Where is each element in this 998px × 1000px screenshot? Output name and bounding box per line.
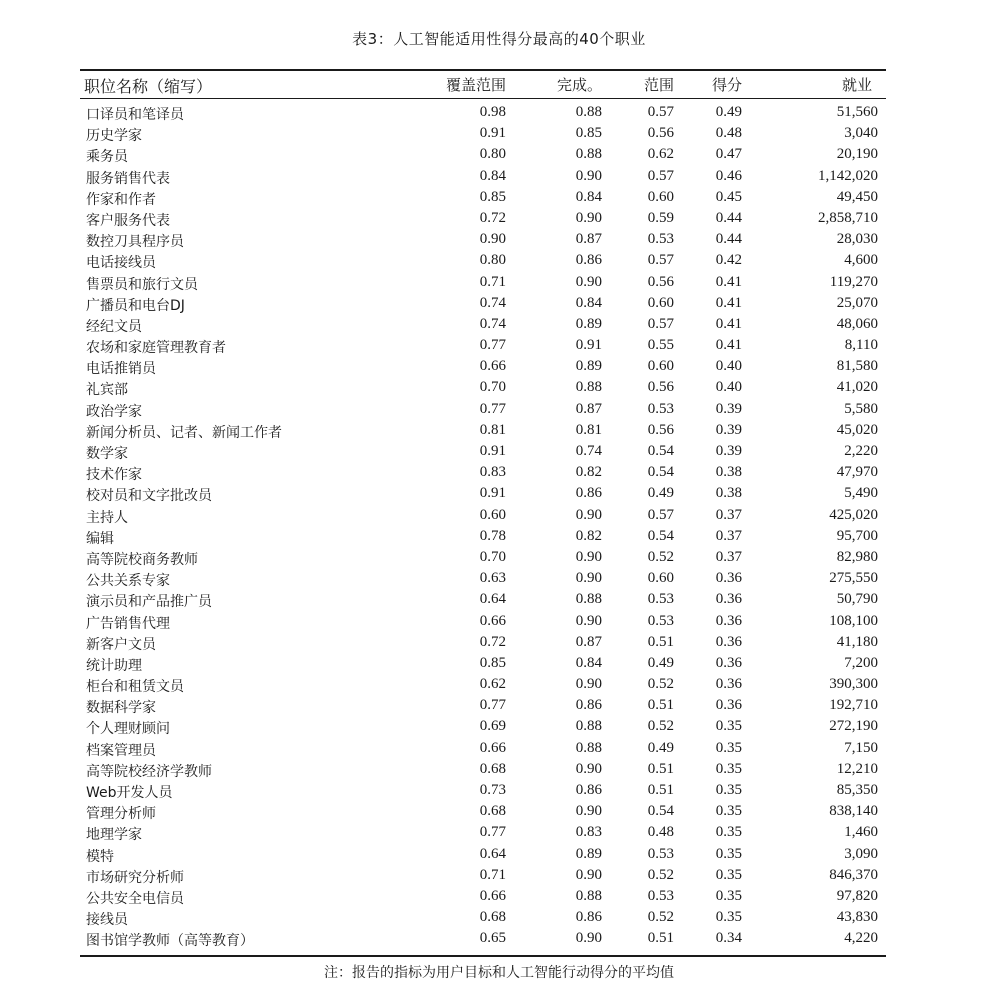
cell-coverage: 0.74 bbox=[479, 294, 506, 311]
cell-completion: 0.90 bbox=[575, 803, 602, 820]
header-occupation: 职位名称（缩写） bbox=[84, 77, 213, 96]
cell-coverage: 0.77 bbox=[479, 400, 506, 417]
cell-coverage: 0.71 bbox=[479, 866, 506, 883]
cell-score: 0.35 bbox=[715, 845, 742, 862]
cell-score: 0.36 bbox=[715, 570, 742, 587]
cell-completion: 0.74 bbox=[575, 443, 602, 459]
cell-score: 0.47 bbox=[715, 146, 742, 163]
cell-range: 0.62 bbox=[647, 146, 674, 163]
cell-score: 0.35 bbox=[715, 866, 742, 883]
cell-occupation: 编辑 bbox=[86, 530, 114, 547]
table-row bbox=[80, 293, 886, 314]
cell-completion: 0.82 bbox=[575, 464, 602, 481]
cell-completion: 0.81 bbox=[575, 421, 602, 438]
cell-employment: 2,858,710 bbox=[818, 209, 878, 226]
cell-employment: 390,300 bbox=[829, 676, 878, 693]
cell-employment: 82,980 bbox=[836, 548, 878, 565]
table-row bbox=[80, 674, 886, 695]
cell-employment: 4,220 bbox=[844, 930, 878, 947]
cell-range: 0.54 bbox=[647, 803, 674, 820]
table-row bbox=[80, 272, 886, 293]
cell-coverage: 0.69 bbox=[479, 718, 506, 735]
cell-score: 0.48 bbox=[715, 125, 742, 142]
cell-occupation: 接线员 bbox=[86, 912, 128, 929]
cell-score: 0.37 bbox=[715, 506, 742, 523]
cell-occupation: 模特 bbox=[86, 848, 114, 865]
cell-employment: 25,070 bbox=[836, 294, 878, 311]
cell-coverage: 0.65 bbox=[479, 930, 506, 947]
table-row bbox=[80, 759, 886, 780]
cell-occupation: 数据科学家 bbox=[86, 700, 156, 717]
cell-coverage: 0.62 bbox=[479, 676, 506, 693]
cell-employment: 28,030 bbox=[836, 231, 878, 248]
cell-completion: 0.86 bbox=[575, 252, 602, 269]
cell-coverage: 0.68 bbox=[479, 909, 506, 926]
cell-range: 0.57 bbox=[647, 104, 674, 120]
cell-score: 0.44 bbox=[715, 209, 742, 226]
cell-range: 0.59 bbox=[647, 209, 674, 226]
cell-range: 0.49 bbox=[647, 654, 674, 671]
cell-employment: 1,142,020 bbox=[818, 167, 878, 184]
table-row bbox=[80, 822, 886, 843]
cell-coverage: 0.81 bbox=[479, 421, 506, 438]
cell-completion: 0.90 bbox=[575, 167, 602, 184]
cell-completion: 0.87 bbox=[575, 231, 602, 248]
cell-score: 0.36 bbox=[715, 633, 742, 650]
cell-coverage: 0.83 bbox=[479, 464, 506, 481]
cell-completion: 0.90 bbox=[575, 930, 602, 947]
cell-occupation: 管理分析师 bbox=[86, 806, 156, 823]
cell-completion: 0.91 bbox=[575, 337, 602, 354]
cell-completion: 0.86 bbox=[575, 697, 602, 714]
cell-score: 0.37 bbox=[715, 527, 742, 544]
cell-range: 0.53 bbox=[647, 845, 674, 862]
cell-score: 0.35 bbox=[715, 782, 742, 798]
cell-score: 0.35 bbox=[715, 909, 742, 926]
cell-range: 0.54 bbox=[647, 527, 674, 544]
cell-score: 0.39 bbox=[715, 421, 742, 438]
table-row bbox=[80, 483, 886, 504]
table-row bbox=[80, 356, 886, 377]
cell-completion: 0.90 bbox=[575, 760, 602, 777]
cell-range: 0.49 bbox=[647, 739, 674, 756]
cell-range: 0.54 bbox=[647, 443, 674, 459]
cell-occupation: 经纪文员 bbox=[86, 318, 142, 335]
cell-employment: 43,830 bbox=[836, 909, 878, 926]
cell-score: 0.40 bbox=[715, 358, 742, 375]
cell-employment: 119,270 bbox=[829, 273, 878, 290]
cell-range: 0.52 bbox=[647, 718, 674, 735]
cell-occupation: 数学家 bbox=[86, 446, 128, 462]
cell-coverage: 0.73 bbox=[479, 782, 506, 798]
cell-employment: 81,580 bbox=[836, 358, 878, 375]
table-row bbox=[80, 208, 886, 229]
table-row bbox=[80, 632, 886, 653]
cell-coverage: 0.74 bbox=[479, 315, 506, 332]
cell-occupation: 数控刀具程序员 bbox=[86, 234, 184, 251]
cell-occupation: 新闻分析员、记者、新闻工作者 bbox=[86, 424, 282, 441]
table-row bbox=[80, 420, 886, 441]
cell-score: 0.36 bbox=[715, 697, 742, 714]
cell-employment: 5,580 bbox=[844, 400, 878, 417]
cell-occupation: 高等院校商务教师 bbox=[86, 551, 198, 568]
cell-range: 0.57 bbox=[647, 506, 674, 523]
cell-employment: 48,060 bbox=[836, 315, 878, 332]
table-row bbox=[80, 462, 886, 483]
table-row bbox=[80, 886, 886, 907]
cell-employment: 41,180 bbox=[836, 633, 878, 650]
cell-coverage: 0.66 bbox=[479, 739, 506, 756]
cell-occupation: 市场研究分析师 bbox=[86, 869, 184, 886]
cell-occupation: 公共安全电信员 bbox=[86, 890, 184, 907]
cell-employment: 7,200 bbox=[844, 654, 878, 671]
cell-employment: 2,220 bbox=[844, 443, 878, 459]
cell-score: 0.35 bbox=[715, 824, 742, 841]
cell-range: 0.53 bbox=[647, 231, 674, 248]
cell-occupation: 个人理财顾问 bbox=[86, 721, 170, 738]
cell-completion: 0.84 bbox=[575, 654, 602, 671]
cell-score: 0.36 bbox=[715, 612, 742, 629]
table-row bbox=[80, 505, 886, 526]
cell-completion: 0.90 bbox=[575, 612, 602, 629]
cell-score: 0.39 bbox=[715, 443, 742, 459]
cell-coverage: 0.91 bbox=[479, 485, 506, 502]
cell-range: 0.60 bbox=[647, 188, 674, 205]
cell-coverage: 0.80 bbox=[479, 146, 506, 163]
cell-coverage: 0.77 bbox=[479, 337, 506, 354]
cell-employment: 45,020 bbox=[836, 421, 878, 438]
cell-range: 0.60 bbox=[647, 570, 674, 587]
cell-completion: 0.89 bbox=[575, 358, 602, 375]
cell-range: 0.56 bbox=[647, 125, 674, 142]
cell-completion: 0.88 bbox=[575, 379, 602, 396]
table-row bbox=[80, 589, 886, 610]
cell-occupation: 服务销售代表 bbox=[86, 170, 170, 187]
table-row bbox=[80, 801, 886, 822]
table-row bbox=[80, 568, 886, 589]
cell-occupation: 公共关系专家 bbox=[86, 573, 170, 590]
cell-score: 0.38 bbox=[715, 464, 742, 481]
cell-coverage: 0.91 bbox=[479, 443, 506, 459]
cell-range: 0.51 bbox=[647, 782, 674, 798]
cell-occupation: 乘务员 bbox=[86, 149, 128, 166]
cell-range: 0.52 bbox=[647, 548, 674, 565]
cell-completion: 0.90 bbox=[575, 676, 602, 693]
table-row bbox=[80, 250, 886, 271]
cell-range: 0.53 bbox=[647, 887, 674, 904]
cell-coverage: 0.66 bbox=[479, 887, 506, 904]
table-row bbox=[80, 780, 886, 801]
table-row bbox=[80, 653, 886, 674]
table-title: 表3：人工智能适用性得分最高的40个职业 bbox=[352, 30, 646, 48]
table-row bbox=[80, 716, 886, 737]
table-row bbox=[80, 928, 886, 949]
cell-range: 0.60 bbox=[647, 358, 674, 375]
cell-range: 0.51 bbox=[647, 633, 674, 650]
cell-completion: 0.90 bbox=[575, 209, 602, 226]
cell-employment: 4,600 bbox=[844, 252, 878, 269]
cell-range: 0.52 bbox=[647, 866, 674, 883]
cell-occupation: 广告销售代理 bbox=[86, 615, 170, 632]
cell-completion: 0.87 bbox=[575, 400, 602, 417]
cell-employment: 20,190 bbox=[836, 146, 878, 163]
cell-range: 0.56 bbox=[647, 379, 674, 396]
cell-score: 0.41 bbox=[715, 337, 742, 354]
cell-employment: 192,710 bbox=[829, 697, 878, 714]
cell-coverage: 0.98 bbox=[479, 104, 506, 120]
cell-completion: 0.88 bbox=[575, 146, 602, 163]
cell-completion: 0.82 bbox=[575, 527, 602, 544]
header-score: 得分 bbox=[711, 76, 742, 94]
cell-coverage: 0.66 bbox=[479, 612, 506, 629]
cell-score: 0.41 bbox=[715, 315, 742, 332]
cell-score: 0.36 bbox=[715, 676, 742, 693]
table-row bbox=[80, 377, 886, 398]
cell-range: 0.51 bbox=[647, 760, 674, 777]
cell-range: 0.53 bbox=[647, 591, 674, 608]
cell-coverage: 0.90 bbox=[479, 231, 506, 248]
cell-coverage: 0.72 bbox=[479, 209, 506, 226]
cell-completion: 0.88 bbox=[575, 104, 602, 120]
table-row bbox=[80, 144, 886, 165]
cell-occupation: Web开发人员 bbox=[86, 785, 173, 801]
cell-employment: 41,020 bbox=[836, 379, 878, 396]
cell-coverage: 0.68 bbox=[479, 760, 506, 777]
header-employment: 就业 bbox=[841, 76, 872, 94]
cell-range: 0.57 bbox=[647, 252, 674, 269]
cell-occupation: 农场和家庭管理教育者 bbox=[86, 340, 226, 357]
cell-range: 0.51 bbox=[647, 930, 674, 947]
header-coverage: 覆盖范围 bbox=[445, 76, 506, 94]
table-row bbox=[80, 907, 886, 928]
cell-occupation: 售票员和旅行文员 bbox=[86, 276, 198, 293]
cell-occupation: 档案管理员 bbox=[86, 742, 156, 759]
cell-range: 0.53 bbox=[647, 612, 674, 629]
cell-occupation: 统计助理 bbox=[86, 657, 142, 674]
cell-score: 0.41 bbox=[715, 294, 742, 311]
cell-coverage: 0.85 bbox=[479, 188, 506, 205]
cell-employment: 3,090 bbox=[844, 845, 878, 862]
cell-score: 0.35 bbox=[715, 760, 742, 777]
cell-occupation: 校对员和文字批改员 bbox=[86, 488, 212, 505]
cell-coverage: 0.60 bbox=[479, 506, 506, 523]
cell-employment: 7,150 bbox=[844, 739, 878, 756]
cell-range: 0.52 bbox=[647, 909, 674, 926]
cell-employment: 108,100 bbox=[829, 612, 878, 629]
table-row bbox=[80, 123, 886, 144]
cell-range: 0.52 bbox=[647, 676, 674, 693]
cell-coverage: 0.71 bbox=[479, 273, 506, 290]
header-completion: 完成。 bbox=[556, 76, 602, 94]
cell-range: 0.60 bbox=[647, 294, 674, 311]
table-row bbox=[80, 335, 886, 356]
cell-occupation: 技术作家 bbox=[86, 467, 142, 484]
cell-employment: 1,460 bbox=[844, 824, 878, 841]
cell-occupation: 口译员和笔译员 bbox=[86, 107, 184, 123]
cell-employment: 846,370 bbox=[829, 866, 878, 883]
cell-coverage: 0.78 bbox=[479, 527, 506, 544]
cell-score: 0.45 bbox=[715, 188, 742, 205]
cell-coverage: 0.63 bbox=[479, 570, 506, 587]
cell-coverage: 0.70 bbox=[479, 379, 506, 396]
table-row bbox=[80, 314, 886, 335]
cell-score: 0.49 bbox=[715, 104, 742, 120]
cell-range: 0.56 bbox=[647, 273, 674, 290]
cell-completion: 0.86 bbox=[575, 485, 602, 502]
cell-occupation: 高等院校经济学教师 bbox=[86, 763, 212, 780]
table-header-rule bbox=[80, 98, 886, 99]
cell-score: 0.34 bbox=[715, 930, 742, 947]
cell-completion: 0.84 bbox=[575, 188, 602, 205]
cell-coverage: 0.72 bbox=[479, 633, 506, 650]
cell-occupation: 地理学家 bbox=[86, 827, 142, 844]
cell-occupation: 主持人 bbox=[86, 509, 128, 526]
cell-score: 0.41 bbox=[715, 273, 742, 290]
cell-completion: 0.86 bbox=[575, 782, 602, 798]
table-row bbox=[80, 102, 886, 123]
cell-occupation: 柜台和租赁文员 bbox=[86, 679, 184, 696]
cell-employment: 3,040 bbox=[844, 125, 878, 142]
cell-range: 0.48 bbox=[647, 824, 674, 841]
cell-coverage: 0.84 bbox=[479, 167, 506, 184]
cell-occupation: 新客户文员 bbox=[86, 636, 156, 653]
cell-occupation: 广播员和电台DJ bbox=[86, 297, 185, 314]
table-row bbox=[80, 738, 886, 759]
header-range: 范围 bbox=[643, 76, 674, 94]
cell-occupation: 历史学家 bbox=[86, 128, 142, 145]
cell-coverage: 0.70 bbox=[479, 548, 506, 565]
table-header bbox=[80, 72, 886, 96]
cell-employment: 49,450 bbox=[836, 188, 878, 205]
table-row bbox=[80, 865, 886, 886]
cell-score: 0.40 bbox=[715, 379, 742, 396]
cell-completion: 0.84 bbox=[575, 294, 602, 311]
cell-completion: 0.88 bbox=[575, 718, 602, 735]
table-row bbox=[80, 844, 886, 865]
cell-range: 0.55 bbox=[647, 337, 674, 354]
cell-occupation: 作家和作者 bbox=[86, 191, 156, 208]
cell-employment: 5,490 bbox=[844, 485, 878, 502]
cell-score: 0.35 bbox=[715, 718, 742, 735]
cell-employment: 47,970 bbox=[836, 464, 878, 481]
cell-coverage: 0.85 bbox=[479, 654, 506, 671]
cell-score: 0.35 bbox=[715, 803, 742, 820]
table-row bbox=[80, 399, 886, 420]
cell-employment: 50,790 bbox=[836, 591, 878, 608]
cell-coverage: 0.68 bbox=[479, 803, 506, 820]
cell-score: 0.39 bbox=[715, 400, 742, 417]
cell-coverage: 0.77 bbox=[479, 697, 506, 714]
cell-completion: 0.88 bbox=[575, 887, 602, 904]
table-row bbox=[80, 611, 886, 632]
cell-range: 0.57 bbox=[647, 315, 674, 332]
cell-completion: 0.90 bbox=[575, 570, 602, 587]
cell-employment: 8,110 bbox=[844, 337, 878, 354]
cell-employment: 272,190 bbox=[829, 718, 878, 735]
cell-employment: 95,700 bbox=[836, 527, 878, 544]
table-footnote: 注：报告的指标为用户目标和人工智能行动得分的平均值 bbox=[324, 965, 674, 981]
cell-score: 0.38 bbox=[715, 485, 742, 502]
cell-occupation: 政治学家 bbox=[86, 403, 142, 420]
cell-employment: 51,560 bbox=[836, 104, 878, 120]
cell-range: 0.53 bbox=[647, 400, 674, 417]
cell-occupation: 电话推销员 bbox=[86, 361, 156, 378]
cell-occupation: 礼宾部 bbox=[86, 382, 128, 399]
cell-completion: 0.83 bbox=[575, 824, 602, 841]
cell-occupation: 客户服务代表 bbox=[86, 212, 170, 229]
cell-coverage: 0.91 bbox=[479, 125, 506, 142]
cell-employment: 12,210 bbox=[836, 760, 878, 777]
cell-employment: 85,350 bbox=[836, 782, 878, 798]
cell-completion: 0.89 bbox=[575, 315, 602, 332]
cell-occupation: 图书馆学教师（高等教育） bbox=[86, 933, 254, 950]
table-row bbox=[80, 695, 886, 716]
table-body bbox=[80, 102, 886, 950]
cell-completion: 0.90 bbox=[575, 548, 602, 565]
cell-range: 0.56 bbox=[647, 421, 674, 438]
cell-score: 0.42 bbox=[715, 252, 742, 269]
cell-range: 0.49 bbox=[647, 485, 674, 502]
cell-score: 0.36 bbox=[715, 591, 742, 608]
cell-completion: 0.90 bbox=[575, 866, 602, 883]
cell-completion: 0.89 bbox=[575, 845, 602, 862]
cell-coverage: 0.64 bbox=[479, 845, 506, 862]
cell-coverage: 0.77 bbox=[479, 824, 506, 841]
table-row bbox=[80, 547, 886, 568]
cell-employment: 838,140 bbox=[829, 803, 878, 820]
cell-occupation: 演示员和产品推广员 bbox=[86, 594, 212, 611]
cell-completion: 0.88 bbox=[575, 591, 602, 608]
table-row bbox=[80, 526, 886, 547]
cell-occupation: 电话接线员 bbox=[86, 255, 156, 272]
table-row bbox=[80, 441, 886, 462]
cell-score: 0.35 bbox=[715, 887, 742, 904]
cell-score: 0.46 bbox=[715, 167, 742, 184]
cell-range: 0.51 bbox=[647, 697, 674, 714]
cell-coverage: 0.80 bbox=[479, 252, 506, 269]
cell-employment: 275,550 bbox=[829, 570, 878, 587]
cell-score: 0.44 bbox=[715, 231, 742, 248]
cell-score: 0.37 bbox=[715, 548, 742, 565]
cell-range: 0.54 bbox=[647, 464, 674, 481]
cell-range: 0.57 bbox=[647, 167, 674, 184]
cell-completion: 0.87 bbox=[575, 633, 602, 650]
cell-coverage: 0.66 bbox=[479, 358, 506, 375]
cell-completion: 0.85 bbox=[575, 125, 602, 142]
cell-score: 0.35 bbox=[715, 739, 742, 756]
table-bottom-rule bbox=[80, 955, 886, 957]
cell-score: 0.36 bbox=[715, 654, 742, 671]
cell-employment: 425,020 bbox=[829, 506, 878, 523]
table-row bbox=[80, 187, 886, 208]
cell-completion: 0.88 bbox=[575, 739, 602, 756]
table-row bbox=[80, 166, 886, 187]
cell-completion: 0.90 bbox=[575, 273, 602, 290]
table-top-rule bbox=[80, 69, 886, 71]
cell-completion: 0.90 bbox=[575, 506, 602, 523]
cell-employment: 97,820 bbox=[836, 887, 878, 904]
cell-completion: 0.86 bbox=[575, 909, 602, 926]
table-row bbox=[80, 229, 886, 250]
cell-coverage: 0.64 bbox=[479, 591, 506, 608]
